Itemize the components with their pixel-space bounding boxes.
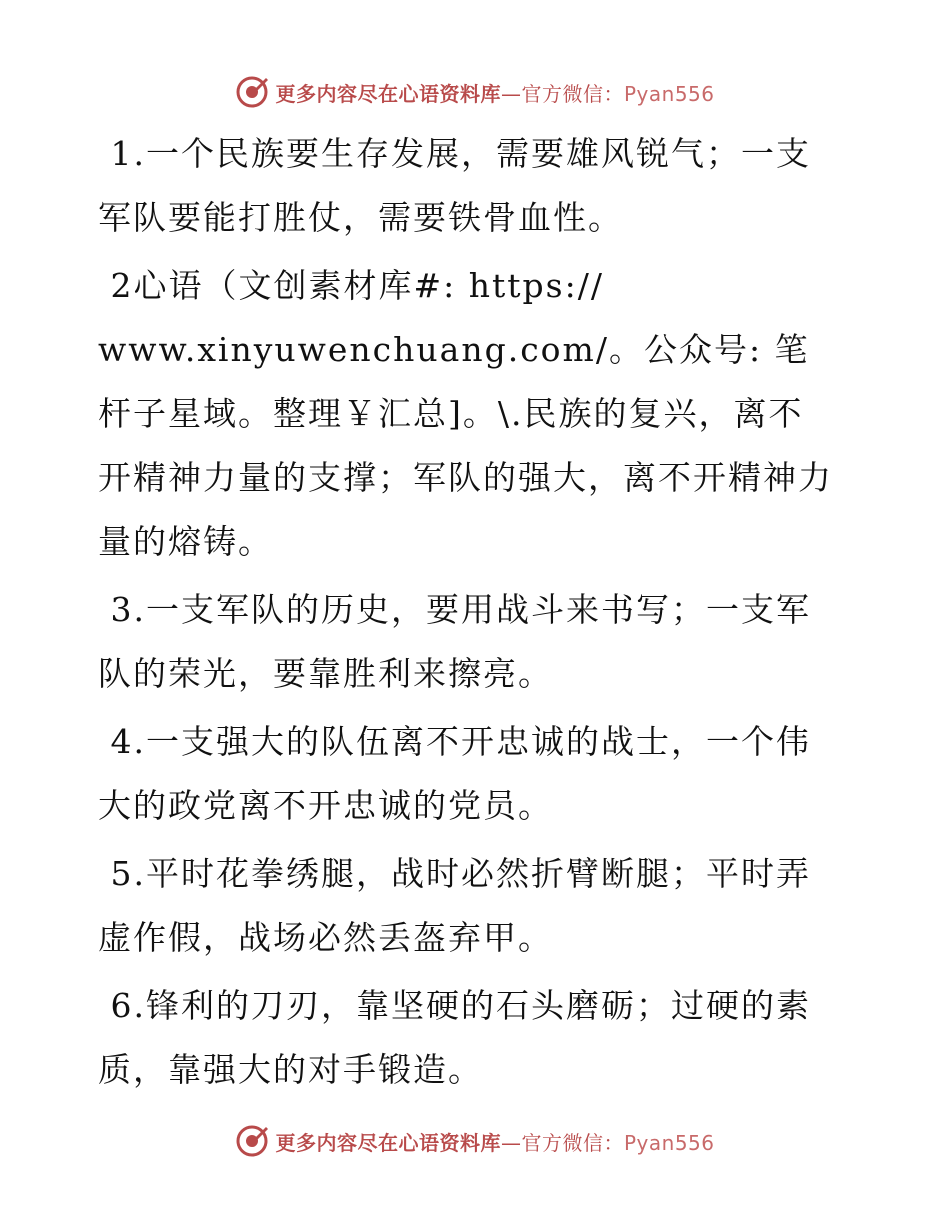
paragraph-5: 5.平时花拳绣腿，战时必然折臂断腿；平时弄虚作假，战场必然丢盔弃甲。 <box>98 854 811 957</box>
pen-logo-icon <box>235 1124 269 1158</box>
header-label: 官方微信： <box>521 81 624 106</box>
header-main-text: 更多内容尽在心语资料库 <box>275 81 501 106</box>
paragraph-2: 2心语（文创素材库#: https:// www.xinyuwenchuang.com/。公众号: 笔杆子星域。整理￥汇总]。\.民族的复兴，离不开精神力量的支撑；军队的强大，离不开精神力量的熔铸。 <box>98 266 833 561</box>
header-banner <box>0 72 950 112</box>
paragraph-6: 6.锋利的刀刃，靠坚硬的石头磨砺；过硬的素质，靠强大的对手锻造。 <box>98 986 811 1089</box>
document-body <box>98 122 838 1106</box>
footer-dash: — <box>500 1130 522 1155</box>
paragraph-1: 1.一个民族要生存发展，需要雄风锐气；一支军队要能打胜仗，需要铁骨血性。 <box>98 134 811 237</box>
header-dash: — <box>500 81 522 106</box>
paragraph-3: 3.一支军队的历史，要用战斗来书写；一支军队的荣光，要靠胜利来擦亮。 <box>98 590 811 693</box>
footer-wechat-id: Pyan556 <box>623 1130 715 1155</box>
footer-banner <box>0 1121 950 1161</box>
footer-main-text: 更多内容尽在心语资料库 <box>275 1130 501 1155</box>
footer-label: 官方微信： <box>521 1130 624 1155</box>
pen-logo-icon <box>235 75 269 109</box>
header-wechat-id: Pyan556 <box>623 81 715 106</box>
paragraph-4: 4.一支强大的队伍离不开忠诚的战士，一个伟大的政党离不开忠诚的党员。 <box>98 722 811 825</box>
